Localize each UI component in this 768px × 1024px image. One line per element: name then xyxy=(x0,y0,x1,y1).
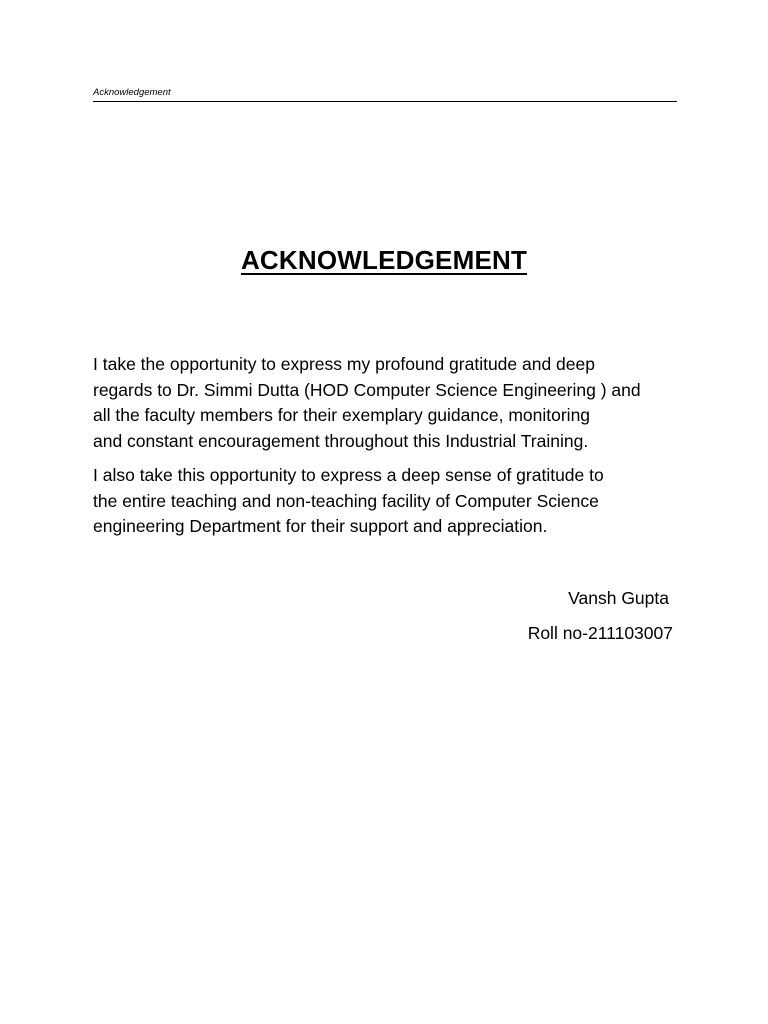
paragraph-2-line-3: engineering Department for their support and appreciation. xyxy=(93,516,548,536)
signature-roll-number: Roll no-211103007 xyxy=(527,623,673,643)
paragraph-1-line-4: and constant encouragement throughout this Industrial Training. xyxy=(93,430,589,451)
paragraph-2-line-2: the entire teaching and non-teaching facility of Computer Science xyxy=(93,490,599,511)
paragraph-1-line-1: I take the opportunity to express my profound gratitude and deep xyxy=(93,354,595,374)
acknowledgement-body xyxy=(93,352,693,549)
running-header-title: Acknowledgement xyxy=(93,87,171,98)
paragraph-1 xyxy=(93,352,693,454)
paragraph-1-line-3: all the faculty members for their exemplary guidance, monitoring xyxy=(93,405,591,425)
page-title: ACKNOWLEDGEMENT xyxy=(240,245,528,275)
paragraph-2-line-1: I also take this opportunity to express a deep sense of gratitude to xyxy=(93,465,604,485)
signature-name: Vansh Gupta xyxy=(568,588,669,608)
paragraph-1-line-2: regards to Dr. Simmi Dutta (HOD Computer Science Engineering ) and xyxy=(93,379,641,400)
running-header xyxy=(93,86,677,102)
paragraph-2 xyxy=(93,463,693,540)
